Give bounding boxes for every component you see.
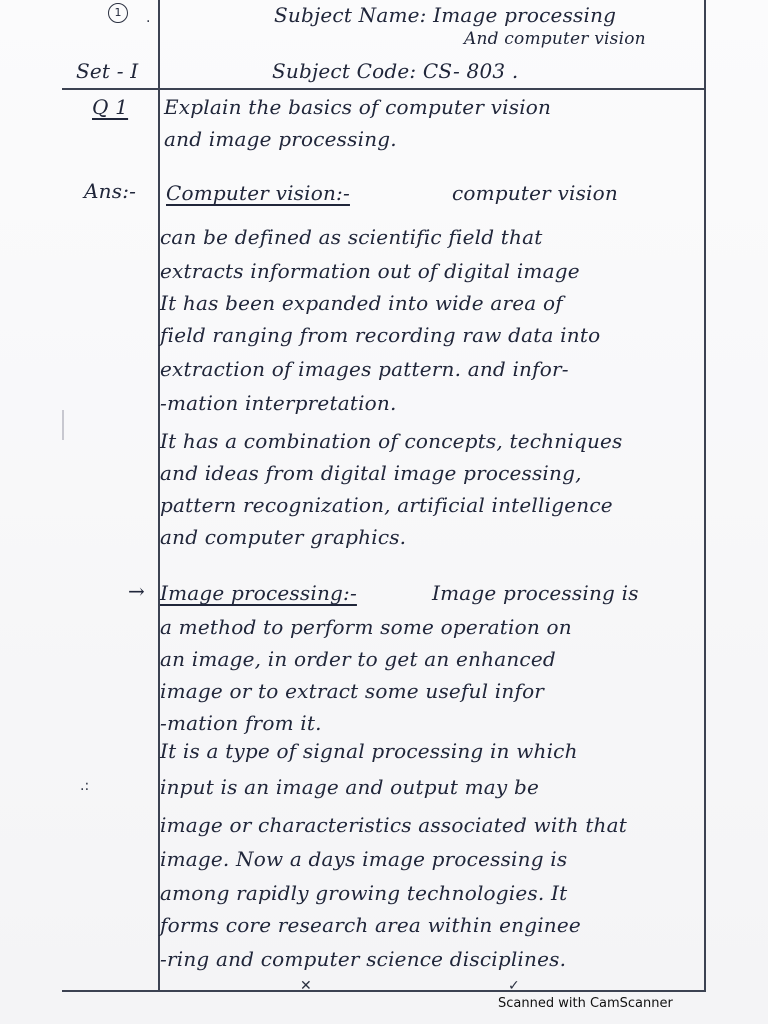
cv-heading-tail: computer vision [452,181,618,205]
ip-para2-line: It is a type of signal processing in which [160,739,578,763]
subject-name: Subject Name: Image processing [274,3,617,27]
ip-para2-line: image or characteristics associated with that [160,813,627,837]
inner-margin-line [62,410,64,440]
cross-mark: ✕ [300,978,312,994]
cv-heading: Computer vision:- [166,181,350,205]
set-label: Set - I [76,59,139,83]
page-number-circle: 1 [108,3,128,23]
ip-para1-line: -mation from it. [160,711,322,735]
stray-mark: .: [80,778,90,794]
ip-para2-line: forms core research area within enginee [160,913,581,937]
ip-heading: Image processing:- [160,581,357,605]
cv-para2-line: and computer graphics. [160,525,407,549]
ip-para2-line: input is an image and output may be [160,775,540,799]
answer-label: Ans:- [84,179,137,203]
cv-para1-line: extracts information out of digital image [160,259,580,283]
cv-para2-line: and ideas from digital image processing, [160,461,582,485]
check-mark: ✓ [508,978,520,994]
ip-para2-line: among rapidly growing technologies. It [160,881,568,905]
ip-heading-tail: Image processing is [432,581,639,605]
cv-para1-line: It has been expanded into wide area of [160,291,563,315]
cv-para1-line: can be defined as scientific field that [160,225,543,249]
subject-code: Subject Code: CS- 803 . [272,59,519,83]
subject-name-continued: And computer vision [464,29,646,49]
question-line-1: Explain the basics of computer vision [164,95,552,119]
ip-para2-line: -ring and computer science disciplines. [160,947,567,971]
question-line-2: and image processing. [164,127,397,151]
scanner-watermark: Scanned with CamScanner [498,996,673,1011]
arrow-icon: → [128,579,145,603]
page-number-dot: . [146,10,151,26]
cv-para2-line: pattern recognization, artificial intelligence [160,493,613,517]
bottom-rule [62,990,706,992]
cv-para1-line: field ranging from recording raw data into [160,323,601,347]
ip-para2-line: image. Now a days image processing is [160,847,568,871]
cv-para1-line: -mation interpretation. [160,391,397,415]
cv-para1-line: extraction of images pattern. and infor- [160,357,569,381]
ip-para1-line: a method to perform some operation on [160,615,572,639]
cv-para2-line: It has a combination of concepts, techniques [160,429,623,453]
question-label: Q 1 [92,95,129,119]
ip-para1-line: an image, in order to get an enhanced [160,647,556,671]
ip-para1-line: image or to extract some useful infor [160,679,545,703]
right-margin-line [704,0,706,992]
